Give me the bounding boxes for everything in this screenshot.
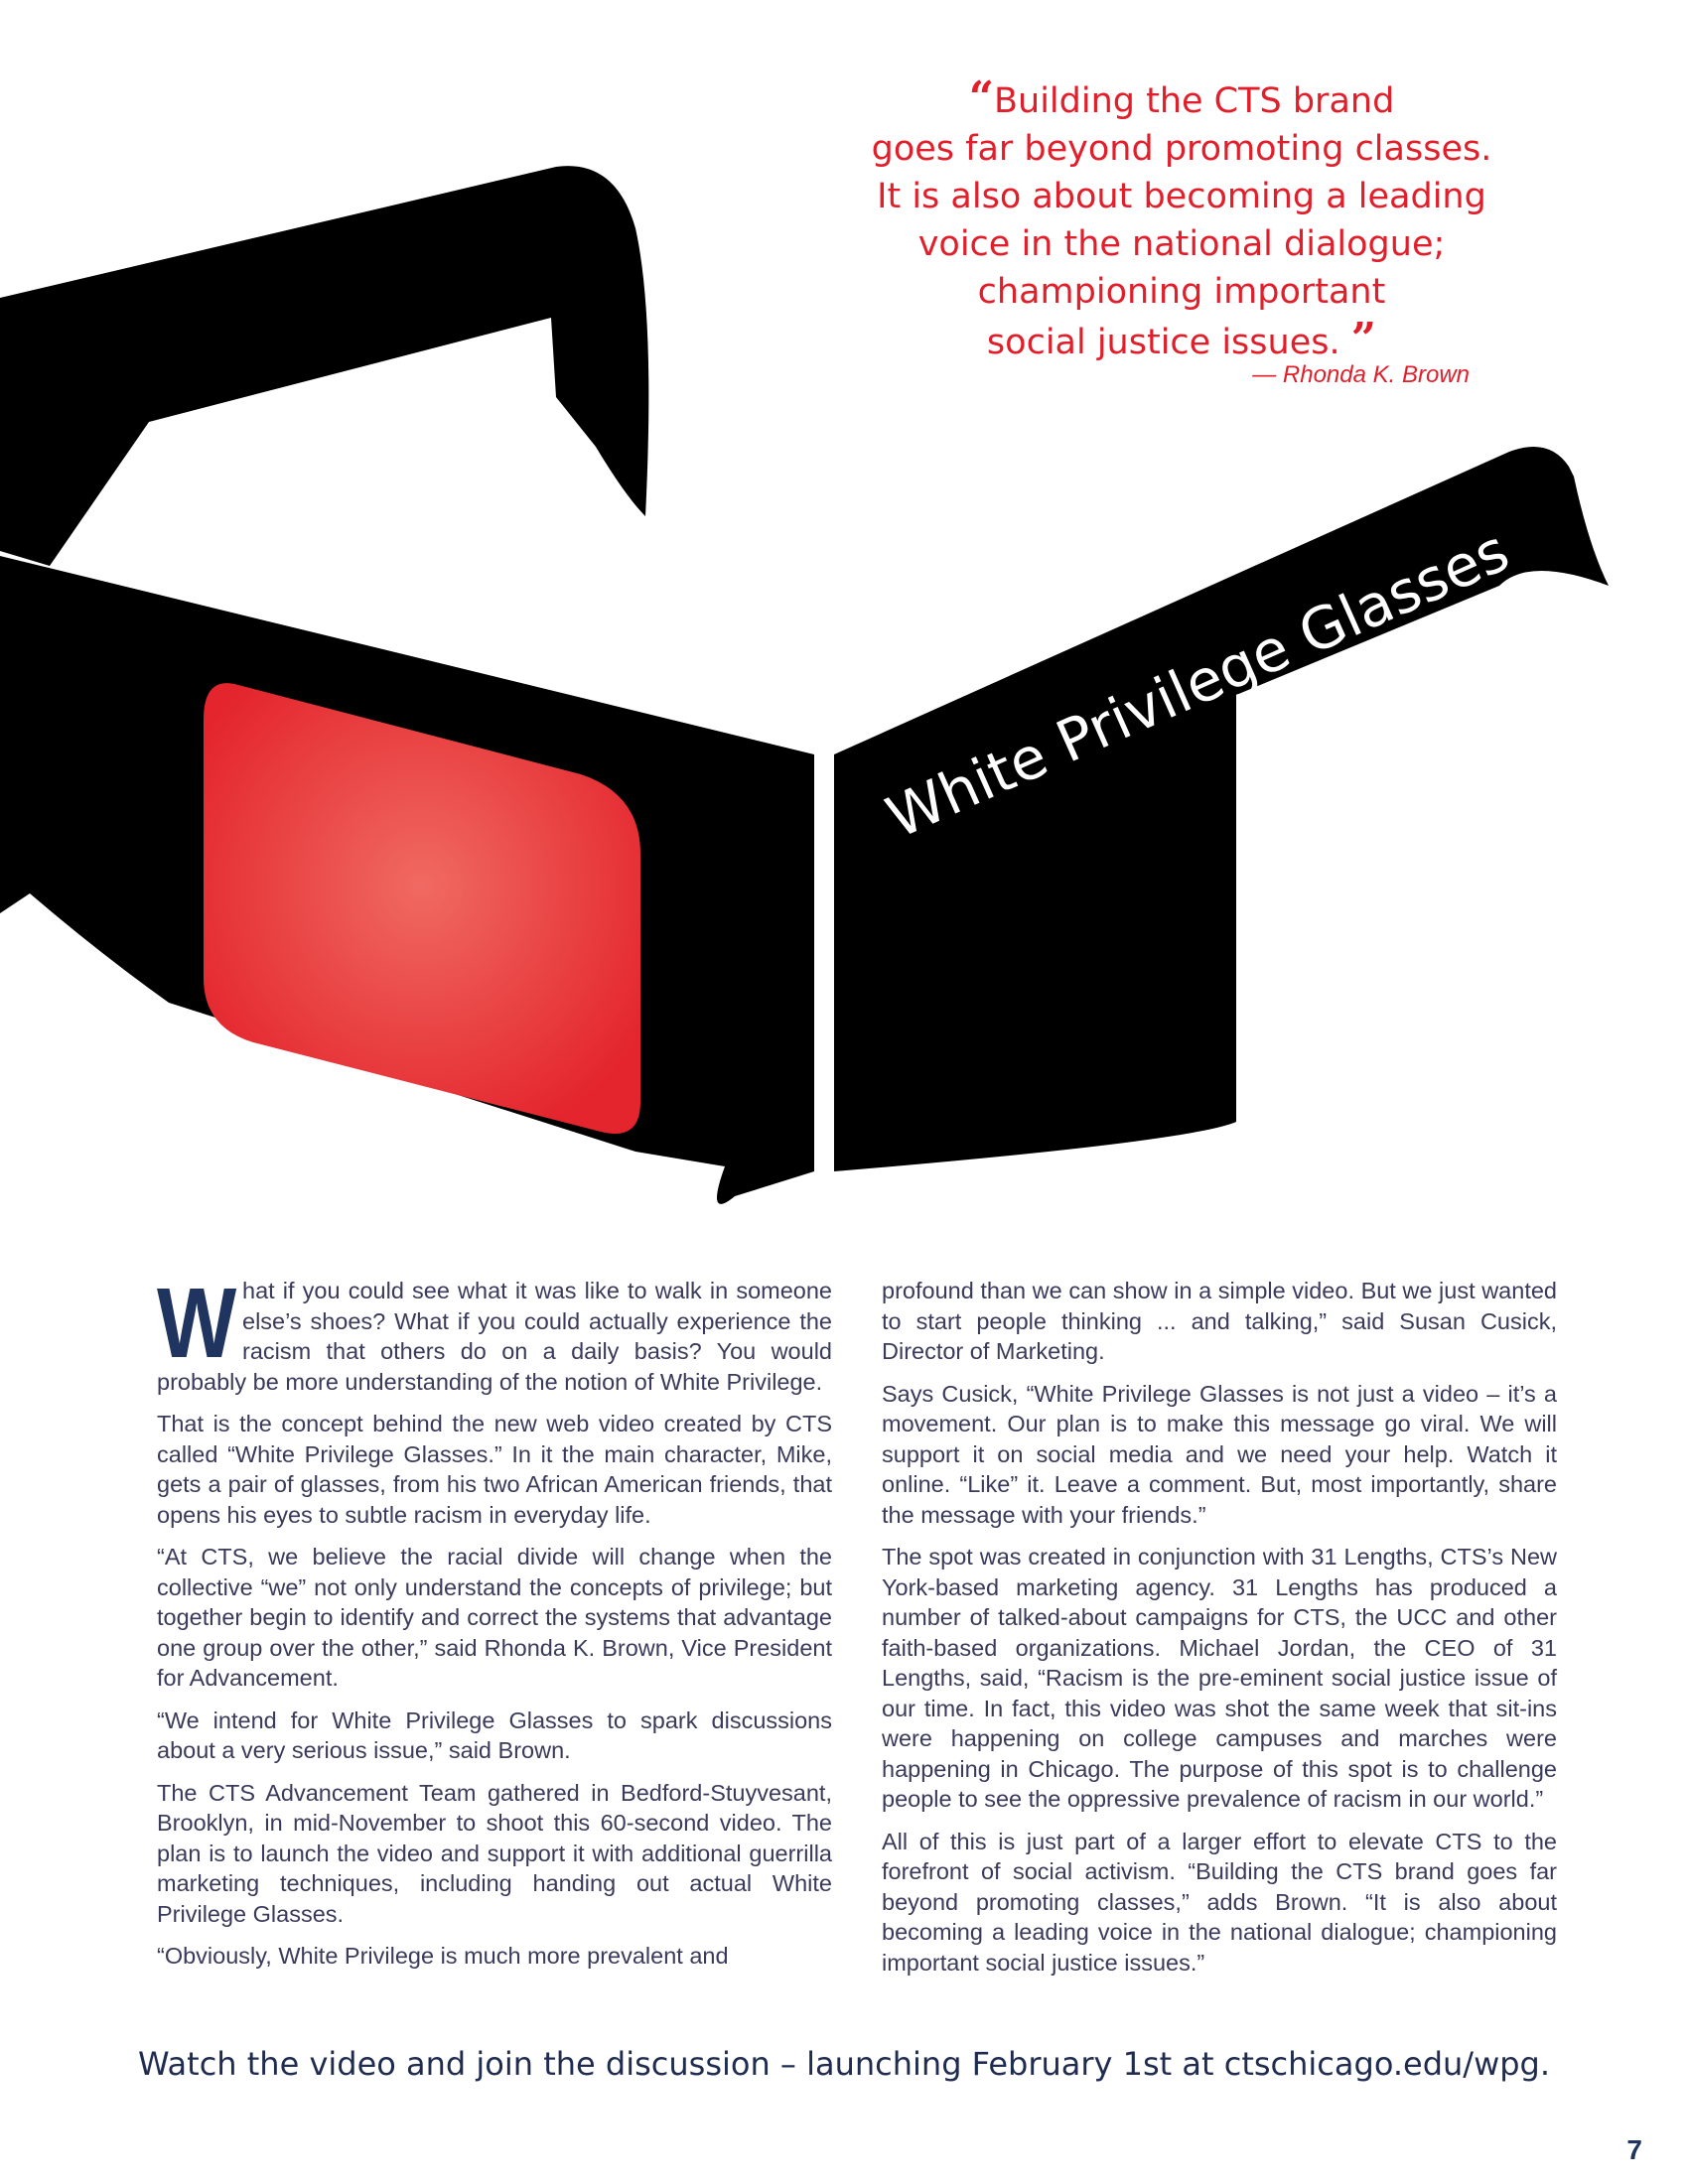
temple-label: White Privilege Glasses — [877, 516, 1519, 852]
article-paragraph: “At CTS, we believe the racial divide will change when the collective “we” not only understand the concepts of privilege; but together begin to identify and correct the systems that advantage one group over the other,” said Rhonda K. Brown, Vice President for Advancement. — [157, 1544, 832, 1691]
quote-line-6: social justice issues. ” — [986, 314, 1377, 364]
article-paragraph: What if you could see what it was like to walk in someone else’s shoes? What if you could actually experience the racism that others do on a daily basis? You would probably be more understanding of the notion of White Privilege. — [157, 1268, 832, 1395]
article-paragraph: The CTS Advancement Team gathered in Bedford-Stuyvesant, Brooklyn, in mid-November to shoot this 60-second video. The plan is to launch the video and support it with additional guerrilla marketing techniques, including handing out actual White Privilege Glasses. — [157, 1779, 832, 1927]
article-paragraph: Says Cusick, “White Privilege Glasses is not just a video – it’s a movement. Our plan is to make this message go viral. We will support it on social media and we need your help. Watch it online. “Like” it. Leave a comment. But, most importantly, share the message with your friends.” — [882, 1380, 1557, 1528]
article-paragraph: The spot was created in conjunction with 31 Lengths, CTS’s New York-based marketing agency. 31 Lengths has produced a number of talked-about campaigns for CTS, the UCC and other faith-based organizations. Michael Jordan, the CEO of 31 Lengths, said, “Racism is the pre-eminent social justice issue of our time. In fact, this video was shot the same week that sit-ins were happening on college campuses and marches were happening in Chicago. The purpose of this spot is to challenge people to see the oppressive prevalence of racism in our world.” — [882, 1544, 1557, 1812]
quote-line-5: championing important — [977, 272, 1386, 312]
quote-line-4: voice in the national dialogue; — [917, 224, 1446, 264]
quote-line-3: It is also about becoming a leading — [877, 177, 1486, 216]
quote-attribution: — Rhonda K. Brown — [1252, 361, 1470, 388]
quote-line-1: “Building the CTS brand — [968, 72, 1395, 123]
page-number: 7 — [1626, 2134, 1642, 2165]
article-paragraph: profound than we can show in a simple video. But we just wanted to start people thinking ... and talking,” said Susan Cusick, Director of Marketing. — [882, 1278, 1557, 1364]
article-column-right — [882, 1276, 1557, 1989]
close-quote-mark: ” — [1350, 314, 1377, 364]
article-paragraph: That is the concept behind the new web video created by CTS called “White Privilege Glasses.” In it the main character, Mike, gets a pair of glasses, from his two African American friends, that opens his eyes to subtle racism in everyday life. — [157, 1411, 832, 1528]
left-temple-arm — [0, 166, 648, 566]
article-column-left — [157, 1268, 832, 1983]
drop-cap: W — [157, 1268, 237, 1379]
article-paragraph: All of this is just part of a larger effort to elevate CTS to the forefront of social activism. “Building the CTS brand goes far beyond promoting classes,” adds Brown. “It is also about becoming a leading voice in the national dialogue; championing important social justice issues.” — [882, 1828, 1557, 1976]
quote-line-2: goes far beyond promoting classes. — [871, 129, 1492, 169]
article-paragraph: “We intend for White Privilege Glasses to spark discussions about a very serious issue,” said Brown. — [157, 1706, 832, 1763]
open-quote-mark: “ — [968, 72, 994, 123]
call-to-action: Watch the video and join the discussion – launching February 1st at ctschicago.edu/wpg. — [137, 2045, 1551, 2083]
pull-quote — [784, 74, 1579, 366]
article-paragraph: “Obviously, White Privilege is much more prevalent and — [157, 1943, 729, 1969]
